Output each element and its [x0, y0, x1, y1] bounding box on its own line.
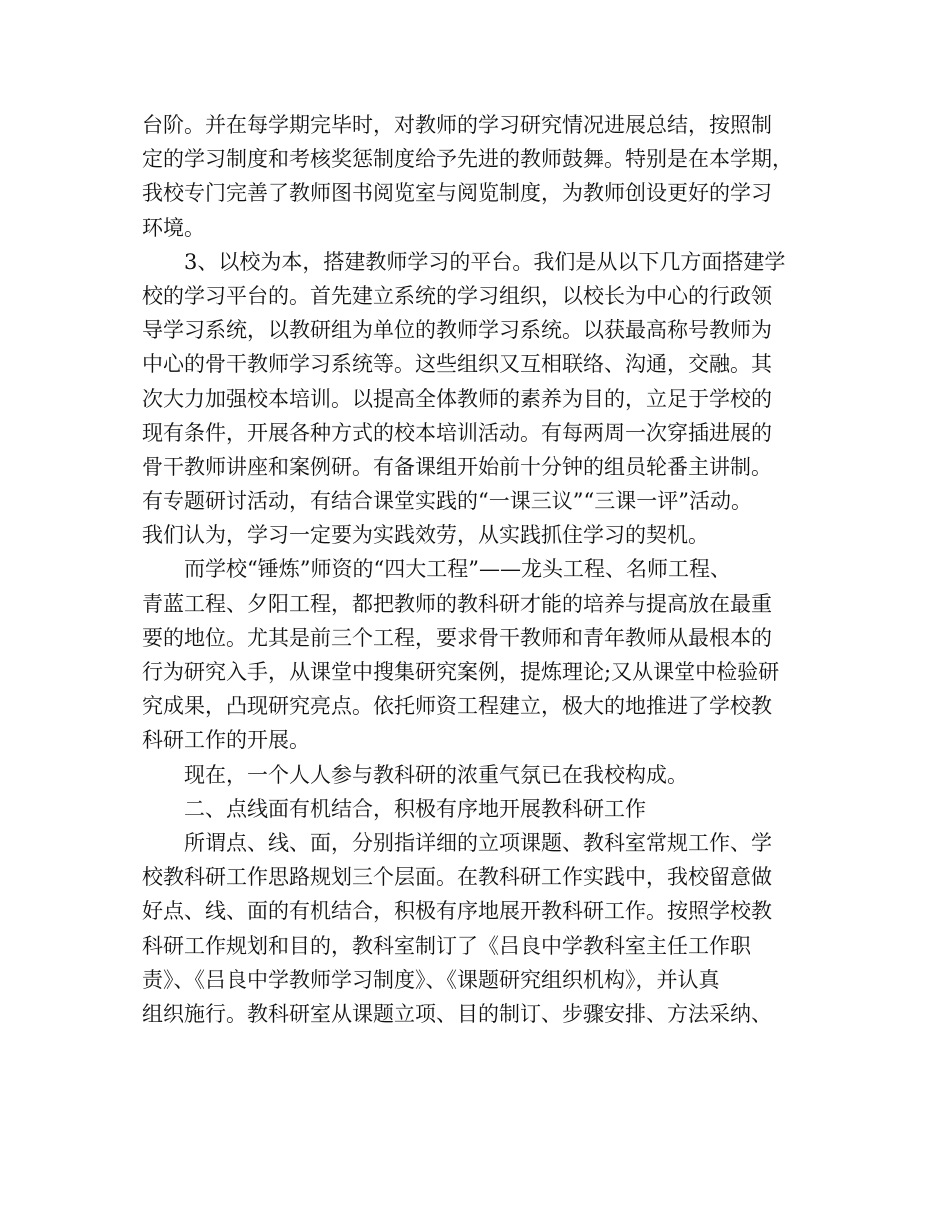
text-line: 究成果，凸现研究亮点。依托师资工程建立，极大的地推进了学校教 — [142, 694, 772, 719]
text-line: 骨干教师讲座和案例研。有备课组开始前十分钟的组员轮番主讲制。 — [142, 454, 772, 479]
text-line: 要的地位。尤其是前三个工程，要求骨干教师和青年教师从最根本的 — [142, 625, 772, 650]
text-line: 台阶。并在每学期完毕时，对教师的学习研究情况进展总结，按照制 — [142, 113, 772, 137]
text-line: 3、以校为本，搭建教师学习的平台。我们是从以下几方面搭建学 — [142, 249, 786, 274]
text-line: 我校专门完善了教师图书阅览室与阅览制度，为教师创设更好的学习 — [142, 181, 772, 206]
text-line: 导学习系统，以教研组为单位的教师学习系统。以获最高称号教师为 — [142, 318, 772, 343]
document-page — [142, 108, 830, 1031]
text-line: 行为研究入手，从课堂中搜集研究案例，提炼理论;又从课堂中检验研 — [142, 660, 780, 684]
text-line: 次大力加强校本培训。以提高全体教师的素养为目的，立足于学校的 — [142, 386, 772, 411]
text-line: 科研工作的开展。 — [142, 728, 310, 753]
section-heading: 二、点线面有机结合，积极有序地开展教科研工作 — [142, 796, 646, 821]
text-line: 定的学习制度和考核奖惩制度给予先进的教师鼓舞。特别是在本学期， — [142, 147, 793, 172]
text-line: 中心的骨干教师学习系统等。这些组织又互相联络、沟通，交融。其 — [142, 352, 772, 377]
text-line: 校的学习平台的。首先建立系统的学习组织，以校长为中心的行政领 — [142, 283, 772, 308]
text-line: 现在，一个人人参与教科研的浓重气氛已在我校构成。 — [142, 762, 688, 787]
text-line: 组织施行。教科研室从课题立项、目的制订、步骤安排、方法采纳、 — [142, 1001, 772, 1026]
text-line: 好点、线、面的有机结合，积极有序地展开教科研工作。按照学校教 — [142, 899, 772, 924]
text-line: 环境。 — [142, 215, 205, 240]
text-line: 科研工作规划和目的，教科室制订了《吕良中学教科室主任工作职 — [142, 933, 751, 958]
text-line: 现有条件，开展各种方式的校本培训活动。有每两周一次穿插进展的 — [142, 420, 772, 445]
text-line: 所谓点、线、面，分别指详细的立项课题、教科室常规工作、学 — [142, 830, 772, 855]
text-line: 责》、《吕良中学教师学习制度》、《课题研究组织机构》，并认真 — [142, 967, 720, 992]
text-line: 我们认为，学习一定要为实践效劳，从实践抓住学习的契机。 — [142, 523, 709, 548]
text-line: 而学校“锤炼”师资的“四大工程”——龙头工程、名师工程、 — [142, 557, 731, 582]
text-line: 青蓝工程、夕阳工程，都把教师的教科研才能的培养与提高放在最重 — [142, 591, 772, 616]
text-line: 有专题研讨活动，有结合课堂实践的“一课三议”“三课一评”活动。 — [142, 489, 752, 514]
text-line: 校教科研工作思路规划三个层面。在教科研工作实践中，我校留意做 — [142, 865, 772, 890]
